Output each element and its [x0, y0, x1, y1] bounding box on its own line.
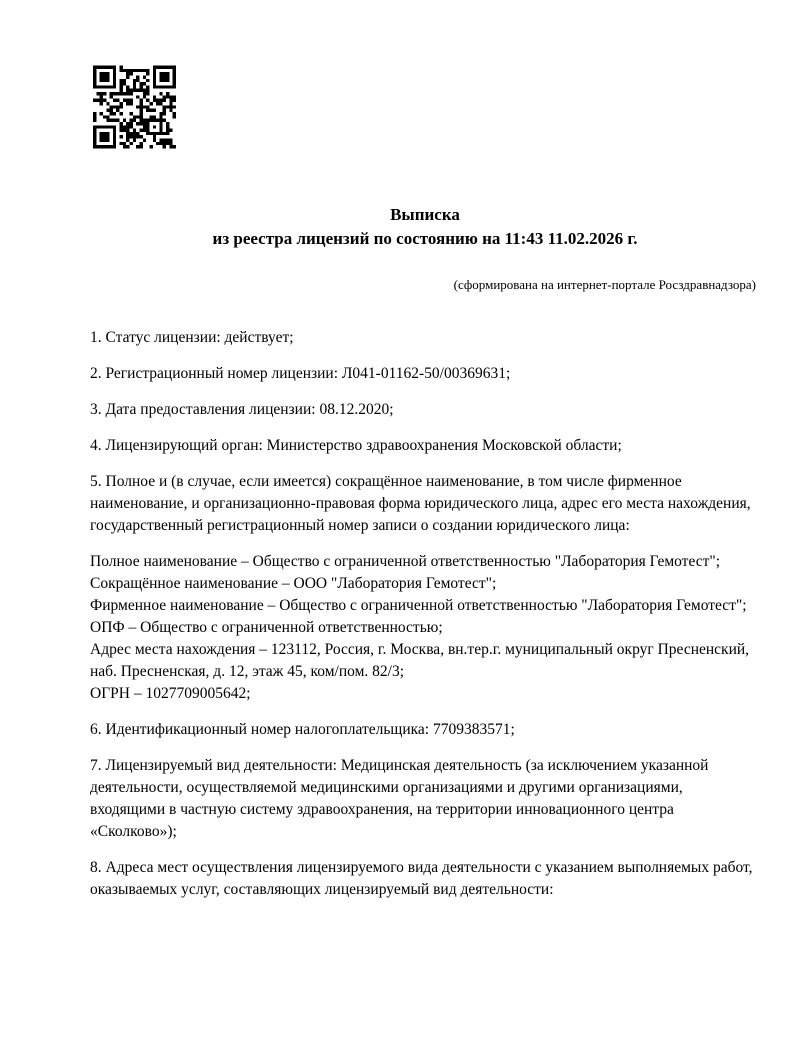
para-registration-number: 2. Регистрационный номер лицензии: Л041-01162-50/00369631; [90, 365, 511, 382]
para-activity-addresses-heading: 8. Адреса мест осуществления лицензируемого вида деятельности с указанием выполняемых работ, оказываемых услуг, составляющих лицензируемый вид деятельности: [90, 859, 753, 898]
org-brand-name: Фирменное наименование – Общество с ограниченной ответственностью "Лаборатория Гемотест"; [90, 597, 747, 614]
para-legal-entity-heading: 5. Полное и (в случае, если имеется) сокращённое наименование, в том числе фирменное наименование, и организационно-правовая форма юридического лица, адрес его места нахождения, государственный регистрационный номер записи о создании юридического лица: [90, 473, 751, 534]
org-short-name: Сокращённое наименование – ООО "Лаборатория Гемотест"; [90, 575, 497, 592]
document-body [90, 327, 760, 915]
para-grant-date: 3. Дата предоставления лицензии: 08.12.2020; [90, 401, 394, 418]
title-line-2: из реестра лицензий по состоянию на 11:43 11.02.2026 г. [212, 229, 638, 248]
para-inn: 6. Идентификационный номер налогоплательщика: 7709383571; [90, 721, 515, 738]
title-line-1: Выписка [390, 205, 460, 224]
document-title [90, 203, 760, 251]
para-activity-type: 7. Лицензируемый вид деятельности: Медицинская деятельность (за исключением указанной деятельности, осуществляемой медицинскими организациями и другими организациями, входящими в частную систему здравоохранения, на территории инновационного центра «Сколково»); [90, 757, 709, 840]
org-address: Адрес места нахождения – 123112, Россия, г. Москва, вн.тер.г. муниципальный округ Пресненский, наб. Пресненская, д. 12, этаж 45, ком/пом. 82/3; [90, 641, 750, 680]
org-full-name: Полное наименование – Общество с ограниченной ответственностью "Лаборатория Гемотест"; [90, 553, 721, 570]
org-ogrn: ОГРН – 1027709005642; [90, 685, 251, 702]
para-license-status: 1. Статус лицензии: действует; [90, 329, 294, 346]
qr-code-image [93, 64, 176, 150]
org-details-block [90, 551, 760, 705]
formation-note: (сформирована на интернет-портале Росздравнадзора) [453, 277, 756, 292]
para-licensing-authority: 4. Лицензирующий орган: Министерство здравоохранения Московской области; [90, 437, 622, 454]
org-legal-form: ОПФ – Общество с ограниченной ответственностью; [90, 619, 443, 636]
